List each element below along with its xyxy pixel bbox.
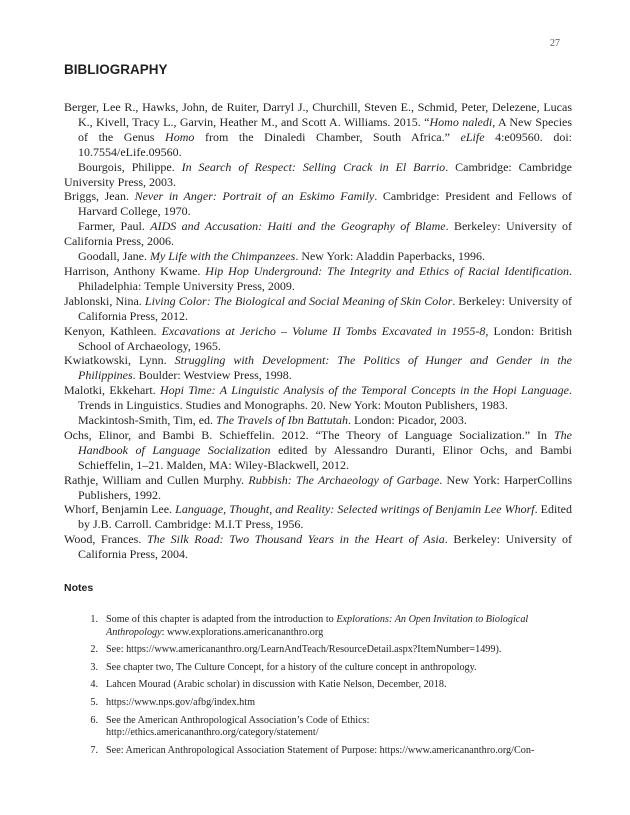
bibliography-list <box>64 100 572 562</box>
bibliography-entry <box>64 100 572 160</box>
text-run: Kenyon, Kathleen. <box>64 323 162 338</box>
bibliography-entry <box>64 473 572 503</box>
note-number: 2. <box>90 644 98 656</box>
text-run: . London: Picador, 2003. <box>348 413 467 428</box>
note-item <box>84 644 552 657</box>
bibliography-entry <box>64 532 572 562</box>
bibliography-heading: BIBLIOGRAPHY <box>64 62 168 77</box>
text-run: Jablonski, Nina. <box>64 293 145 308</box>
text-run: , London: British School of Archaeology, 1965. <box>78 323 572 353</box>
text-run: . Berkeley: University of California Press, 2012. <box>78 293 572 323</box>
italic-title: Homo naledi <box>429 114 493 129</box>
note-number: 1. <box>90 614 98 625</box>
text-run: Some of this chapter is adapted from the introduction to <box>106 614 337 625</box>
italic-title: Explorations: An Open Invitation to Biological Anthropology <box>106 614 529 638</box>
text-run: Wood, Frances. <box>64 532 147 547</box>
text-run: 4:e09560. doi: 10.7554/eLife.09560. <box>78 129 573 159</box>
bibliography-entry <box>64 324 572 354</box>
italic-title: Hopi Time: A Linguistic Analysis of the Temporal Concepts in the Hopi Language <box>160 383 569 398</box>
italic-title: Language, Thought, and Reality: Selected writings of Benjamin Lee Whorf <box>175 502 535 517</box>
text-run: See: https://www.americananthro.org/LearnAndTeach/ResourceDetail.aspx?ItemNumber=1499). <box>106 644 502 656</box>
text-run: See chapter two, The Culture Concept, for a history of the culture concept in anthropology. <box>106 661 477 673</box>
bibliography-entry <box>64 160 572 190</box>
text-run: from the Dinaledi Chamber, South Africa.” <box>194 129 461 144</box>
text-run: See the American Anthropological Association’s Code of Ethics: http://ethics.americananthro.org/category/statement/ <box>106 714 370 739</box>
note-item <box>84 715 552 740</box>
italic-title: Never in Anger: Portrait of an Eskimo Family <box>134 189 375 204</box>
note-item <box>84 662 552 675</box>
italic-title: Excavations at Jericho – Volume II Tombs Excavated in 1955-8 <box>161 323 486 338</box>
text-run: . Trends in Linguistics. Studies and Monographs. 20. New York: Mouton Publishers, 1983. <box>78 383 572 413</box>
note-number: 5. <box>90 696 98 708</box>
bibliography-entry <box>64 219 572 249</box>
text-run: : www.explorations.americananthro.org <box>161 626 324 638</box>
italic-title: Rubbish: The Archaeology of Garbage <box>248 472 440 487</box>
bibliography-entry <box>64 294 572 324</box>
italic-title: AIDS and Accusation: Haiti and the Geography of Blame <box>150 219 446 234</box>
text-run: Farmer, Paul. <box>78 219 151 234</box>
note-item <box>84 614 552 639</box>
text-run: Kwiatkowski, Lynn. <box>64 353 175 368</box>
bibliography-entry <box>64 502 572 532</box>
text-run: Briggs, Jean. <box>64 189 135 204</box>
text-run: . Berkeley: University of California Press, 2006. <box>64 219 572 249</box>
text-run: Rathje, William and Cullen Murphy. <box>64 472 249 487</box>
bibliography-entry <box>64 353 572 383</box>
text-run: See: American Anthropological Association Statement of Purpose: https://www.americananthro.org/Con- <box>106 744 535 756</box>
text-run: Lahcen Mourad (Arabic scholar) in discussion with Katie Nelson, December, 2018. <box>106 679 447 691</box>
text-run: . Berkeley: University of California Press, 2004. <box>78 532 572 562</box>
text-run: edited by Alessandro Duranti, Elinor Ochs, and Bambi Schieffelin, 1–21. Malden, MA: Wiley-Blackwell, 2012. <box>78 442 572 472</box>
italic-title: The Handbook of Language Socialization <box>78 427 572 457</box>
text-run: . New York: Aladdin Paperbacks, 1996. <box>295 249 485 264</box>
note-item <box>84 697 552 710</box>
italic-title: Homo <box>165 129 195 144</box>
page-number: 27 <box>550 38 560 49</box>
italic-title: Struggling with Development: The Politics of Hunger and Gender in the Philippines <box>78 353 572 383</box>
text-run: Harrison, Anthony Kwame. <box>64 263 206 278</box>
text-run: Goodall, Jane. <box>78 249 150 264</box>
italic-title: In Search of Respect: Selling Crack in El Barrio <box>181 159 446 174</box>
bibliography-entry <box>64 428 572 473</box>
italic-title: The Travels of Ibn Battutah <box>216 413 349 428</box>
text-run: Mackintosh-Smith, Tim, ed. <box>78 413 217 428</box>
bibliography-entry <box>64 413 572 428</box>
note-number: 4. <box>90 679 98 691</box>
text-run: Malotki, Ekkehart. <box>64 383 160 398</box>
text-run: . Cambridge: Cambridge University Press, 2003. <box>64 159 573 189</box>
text-run: . Edited by J.B. Carroll. Cambridge: M.I.T Press, 1956. <box>78 502 572 532</box>
bibliography-entry <box>64 383 572 413</box>
text-run: Ochs, Elinor, and Bambi B. Schieffelin. 2012. “The Theory of Language Socialization.” In <box>64 427 554 442</box>
text-run: , A New Species of the Genus <box>78 114 573 144</box>
bibliography-entry <box>64 249 572 264</box>
bibliography-entry <box>64 189 572 219</box>
text-run: https://www.nps.gov/afbg/index.htm <box>106 696 256 708</box>
notes-list <box>84 614 552 762</box>
note-item <box>84 679 552 692</box>
note-number: 7. <box>90 744 98 756</box>
text-run: . Boulder: Westview Press, 1998. <box>132 368 292 383</box>
note-number: 6. <box>90 714 98 726</box>
italic-title: Living Color: The Biological and Social Meaning of Skin Color <box>144 293 453 308</box>
notes-heading: Notes <box>64 582 94 594</box>
italic-title: My Life with the Chimpanzees <box>149 249 296 264</box>
italic-title: Hip Hop Underground: The Integrity and Ethics of Racial Identification <box>205 263 569 278</box>
bibliography-entry <box>64 264 572 294</box>
italic-title: The Silk Road: Two Thousand Years in the Heart of Asia <box>147 532 445 547</box>
text-run: Bourgois, Philippe. <box>78 159 182 174</box>
text-run: Whorf, Benjamin Lee. <box>64 502 176 517</box>
text-run: Berger, Lee R., Hawks, John, de Ruiter, Darryl J., Churchill, Steven E., Schmid, Peter, Delezene, Lucas K., Kivell, Tracy L., Garvin, Heather M., and Scott A. Williams. 2015. “ <box>64 100 572 129</box>
text-run: . Cambridge: President and Fellows of Harvard College, 1970. <box>78 189 572 219</box>
italic-title: eLife <box>460 129 485 144</box>
text-run: . Philadelphia: Temple University Press, 2009. <box>78 263 572 293</box>
note-number: 3. <box>90 661 98 673</box>
note-item <box>84 745 552 758</box>
text-run: . New York: HarperCollins Publishers, 1992. <box>78 472 573 502</box>
